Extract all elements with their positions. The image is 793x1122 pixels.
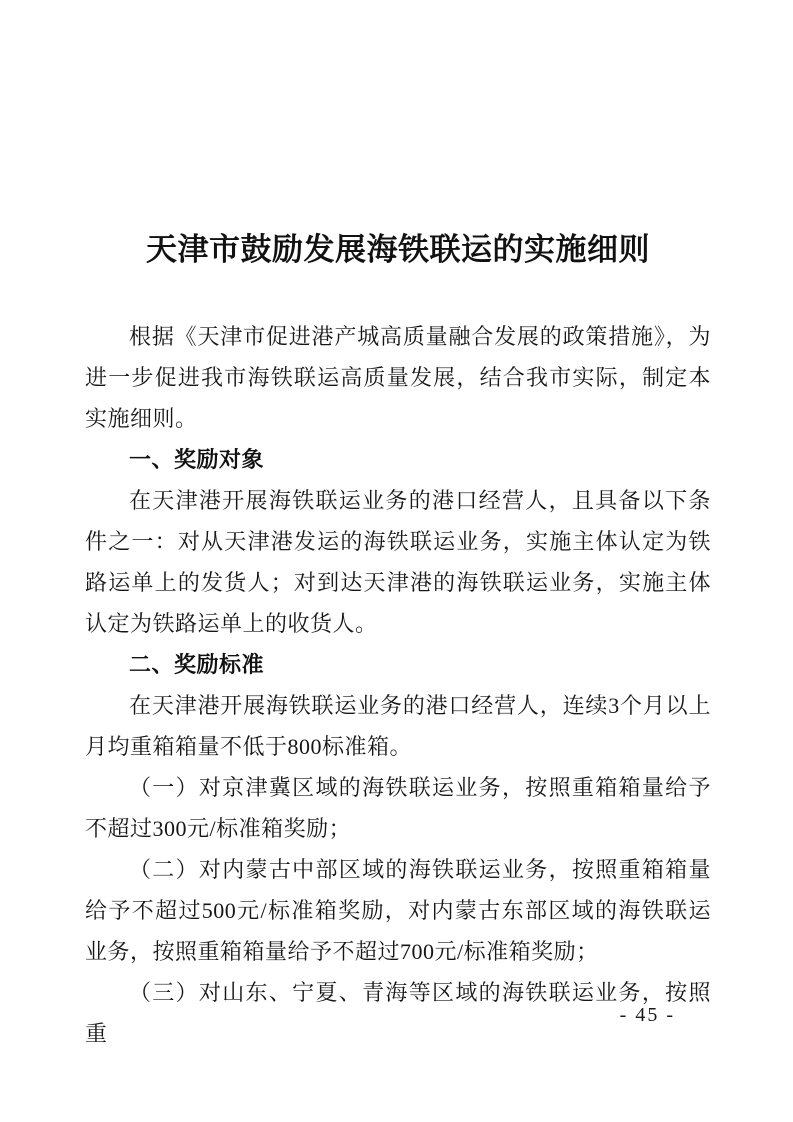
document-title: 天津市鼓励发展海铁联运的实施细则 bbox=[146, 232, 650, 267]
document-content bbox=[85, 228, 711, 1054]
paragraph-intro: 根据《天津市促进港产城高质量融合发展的政策措施》，为进一步促进我市海铁联运高质量发展，结合我市实际，制定本实施细则。 bbox=[85, 324, 711, 431]
paragraph-item-2: （二）对内蒙古中部区域的海铁联运业务，按照重箱箱量给予不超过500元/标准箱奖励，对内蒙古东部区域的海铁联运业务，按照重箱箱量给予不超过700元/标准箱奖励； bbox=[85, 857, 711, 964]
paragraph-reward-target: 在天津港开展海铁联运业务的港口经营人，且具备以下条件之一：对从天津港发运的海铁联运业务，实施主体认定为铁路运单上的发货人；对到达天津港的海铁联运业务，实施主体认定为铁路运单上的收货人。 bbox=[85, 488, 711, 636]
paragraph-item-1: （一）对京津冀区域的海铁联运业务，按照重箱箱量给予不超过300元/标准箱奖励； bbox=[85, 775, 711, 841]
section-heading-reward-target: 一、奖励对象 bbox=[129, 447, 265, 472]
section-heading-reward-standard: 二、奖励标准 bbox=[129, 652, 265, 677]
page-number: - 45 - bbox=[619, 1004, 675, 1026]
paragraph-item-3: （三）对山东、宁夏、青海等区域的海铁联运业务，按照重 bbox=[85, 980, 711, 1046]
paragraph-reward-standard: 在天津港开展海铁联运业务的港口经营人，连续3个月以上月均重箱箱量不低于800标准箱。 bbox=[85, 693, 711, 759]
